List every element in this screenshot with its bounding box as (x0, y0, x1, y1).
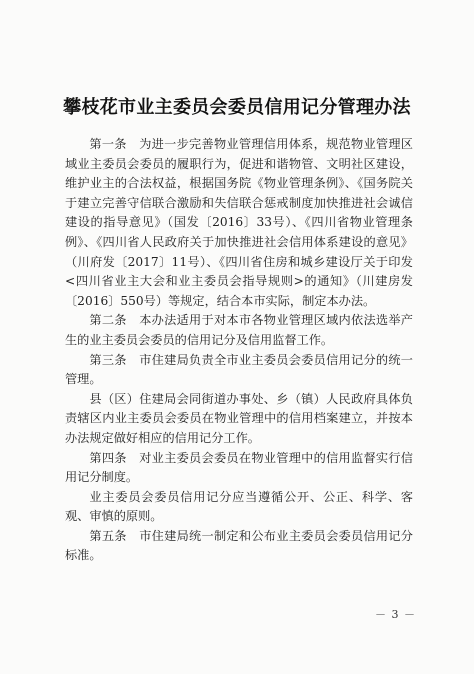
paragraph-article-4: 第四条 对业主委员会委员在物业管理中的信用监督实行信用记分制度。 (65, 450, 413, 485)
paragraph-article-3: 第三条 市住建局负责全市业主委员会委员信用记分的统一管理。 (65, 352, 413, 387)
page-number: － 3 － (375, 608, 416, 621)
paragraph-article-3-county: 县（区）住建局会同街道办事处、乡（镇）人民政府具体负责辖区内业主委员会委员在物业管理中的信用档案建立，并按本办法规定做好相应的信用记分工作。 (65, 391, 413, 445)
paragraph-article-4-principles: 业主委员会委员信用记分应当遵循公开、公正、科学、客观、审慎的原则。 (65, 489, 413, 524)
paragraph-article-1: 第一条 为进一步完善物业管理信用体系，规范物业管理区域业主委员会委员的履职行为，促进和谐物管、文明社区建设，维护业主的合法权益，根据国务院《物业管理条例》、《国务院关于建立完善守信联合激励和失信联合惩戒制度加快推进社会诚信建设的指导意见》（国发〔2016〕33号）、《四川省物业管理条例》、《四川省人民政府关于加快推进社会信用体系建设的意见》（川府发〔2017〕11号）、《四川省住房和城乡建设厅关于印发<四川省业主大会和业主委员会指导规则>的通知》（川建房发〔2016〕550号）等规定，结合本市实际，制定本办法。 (65, 137, 413, 308)
document-title: 攀枝花市业主委员会委员信用记分管理办法 (63, 97, 411, 118)
document-body (65, 135, 413, 566)
paragraph-article-5: 第五条 市住建局统一制定和公布业主委员会委员信用记分标准。 (65, 528, 413, 563)
paragraph-article-2: 第二条 本办法适用于对本市各物业管理区域内依法选举产生的业主委员会委员的信用记分及信用监督工作。 (65, 313, 413, 347)
